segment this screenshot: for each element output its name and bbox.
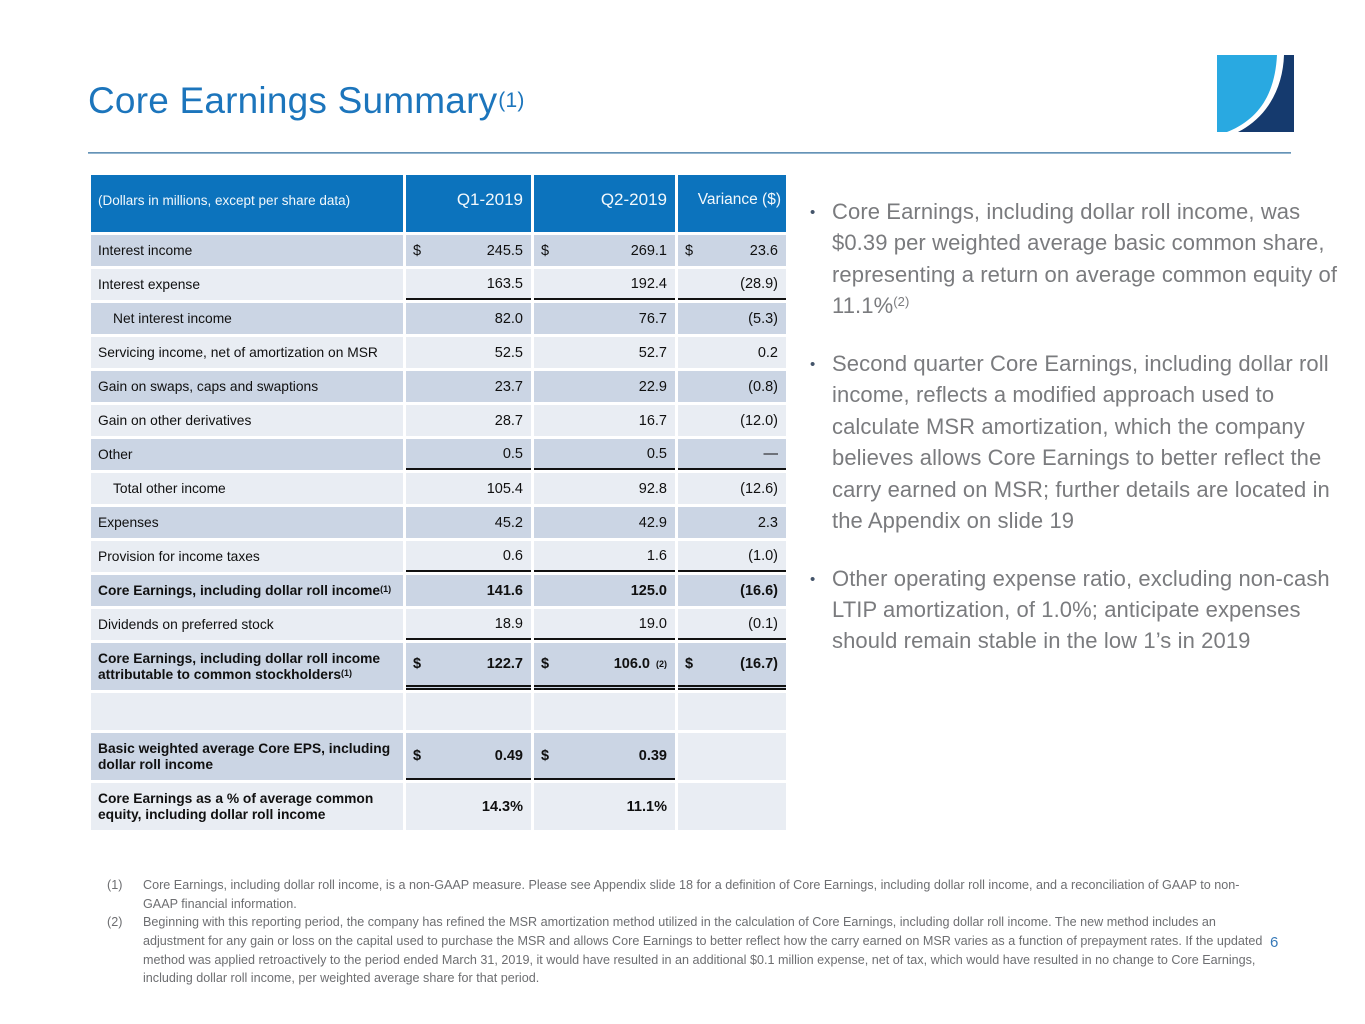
- bullet-text: Core Earnings, including dollar roll income, was $0.39 per weighted average basic common share, representing a return on average common equity of 11.1%$^{(2)}$: [832, 199, 1338, 319]
- cell-value: 82.0: [406, 303, 531, 334]
- table-header-q2: Q2-2019: [534, 175, 675, 232]
- cell-value: (5.3): [678, 303, 786, 334]
- row-label: Interest expense: [91, 269, 403, 300]
- row-label: Core Earnings as a % of average common equity, including dollar roll income: [91, 783, 403, 830]
- cell-value: $ 106.0 (2): [534, 643, 675, 690]
- bullet-icon: •: [810, 570, 816, 588]
- cell-value: 0.5: [534, 439, 675, 470]
- table-row: [91, 439, 786, 470]
- cell-value: $ 0.39: [534, 733, 675, 780]
- page-number: 6: [1270, 934, 1279, 951]
- cell-value: 18.9: [406, 609, 531, 640]
- cell-value: 76.7: [534, 303, 675, 334]
- table-row: [91, 541, 786, 572]
- bullet-text: Other operating expense ratio, excluding non-cash LTIP amortization, of 1.0%; anticipate expenses should remain stable in the low 1’s in 2019: [832, 565, 1330, 654]
- cell-value: 141.6: [406, 575, 531, 606]
- table-row: [91, 733, 786, 780]
- cell-value: 0.6: [406, 541, 531, 572]
- cell-value: 0.2: [678, 337, 786, 368]
- cell-value: 11.1%: [534, 783, 675, 830]
- cell-value: 19.0: [534, 609, 675, 640]
- table-row: [91, 405, 786, 436]
- cell-value: 192.4: [534, 269, 675, 300]
- row-label: [91, 693, 403, 730]
- table-row: [91, 507, 786, 538]
- row-label: Total other income: [91, 473, 403, 504]
- cell-value: 16.7: [534, 405, 675, 436]
- cell-value: (16.6): [678, 575, 786, 606]
- cell-value: —: [678, 439, 786, 470]
- row-label: Core Earnings, including dollar roll income attributable to common stockholders$^{(1)}$: [91, 643, 403, 690]
- cell-value: 125.0: [534, 575, 675, 606]
- cell-value: 14.3%: [406, 783, 531, 830]
- table-row: [91, 269, 786, 300]
- table-header-variance: Variance ($): [678, 175, 786, 232]
- table-row: [91, 303, 786, 334]
- bullet-icon: •: [810, 355, 816, 373]
- cell-value: 52.5: [406, 337, 531, 368]
- cell-value: 45.2: [406, 507, 531, 538]
- row-label: Basic weighted average Core EPS, including dollar roll income: [91, 733, 403, 780]
- footnote-text: Beginning with this reporting period, the company has refined the MSR amortization method utilized in the calculation of Core Earnings, including dollar roll income. The new method includes an adjustment for any gain or loss on the capital used to purchase the MSR and allows Core Earnings to better reflect how the carry earned on MSR varies as a function of prepayment rates. If the updated method was applied retroactively to the period ended March 31, 2019, it would have resulted in an additional $0.1 million expense, net of tax, which would have resulted in no change to Core Earnings, including dollar roll income, per weighted average share for that period.: [143, 915, 1263, 986]
- cell-value: 23.7: [406, 371, 531, 402]
- core-earnings-table-body: [91, 235, 786, 830]
- bullet-item: [804, 348, 1344, 537]
- cell-value: $ 245.5: [406, 235, 531, 266]
- row-label: Provision for income taxes: [91, 541, 403, 572]
- footnote: [107, 913, 1282, 988]
- row-label: Dividends on preferred stock: [91, 609, 403, 640]
- cell-value: (12.0): [678, 405, 786, 436]
- row-label: Servicing income, net of amortization on MSR: [91, 337, 403, 368]
- page-title-superscript: (1): [498, 89, 525, 112]
- cell-value: (12.6): [678, 473, 786, 504]
- table-header-q1: Q1-2019: [406, 175, 531, 232]
- table-row: [91, 575, 786, 606]
- row-label: Interest income: [91, 235, 403, 266]
- bullet-item: [804, 196, 1344, 322]
- cell-value: [678, 693, 786, 730]
- title-divider: [88, 152, 1291, 154]
- cell-value: 28.7: [406, 405, 531, 436]
- core-earnings-table: [88, 172, 789, 833]
- table-row: [91, 693, 786, 730]
- cell-value: (1.0): [678, 541, 786, 572]
- cell-value: 92.8: [534, 473, 675, 504]
- footnote-text: Core Earnings, including dollar roll income, is a non-GAAP measure. Please see Appendix slide 18 for a definition of Core Earnings, including dollar roll income, and a reconciliation of GAAP to non-GAAP financial information.: [143, 878, 1240, 911]
- cell-value: 42.9: [534, 507, 675, 538]
- cell-value: [678, 783, 786, 830]
- row-label: Expenses: [91, 507, 403, 538]
- cell-value: 105.4: [406, 473, 531, 504]
- footnote: [107, 876, 1282, 913]
- cell-value: $ 0.49: [406, 733, 531, 780]
- cell-value: [678, 733, 786, 780]
- footnote-marker: (2): [107, 915, 123, 930]
- table-row: [91, 643, 786, 690]
- row-label: Gain on other derivatives: [91, 405, 403, 436]
- cell-value: (28.9): [678, 269, 786, 300]
- commentary-bullet-list: [804, 196, 1344, 683]
- cell-value: 22.9: [534, 371, 675, 402]
- table-row: [91, 783, 786, 830]
- table-row: [91, 609, 786, 640]
- cell-value: $ 23.6: [678, 235, 786, 266]
- cell-value: $ 122.7: [406, 643, 531, 690]
- cell-value: (0.8): [678, 371, 786, 402]
- bullet-text: Second quarter Core Earnings, including dollar roll income, reflects a modified approach used to calculate MSR amortization, which the company believes allows Core Earnings to better reflect the carry earned on MSR; further details are located in the Appendix on slide 19: [832, 350, 1330, 534]
- row-label: Core Earnings, including dollar roll income$^{(1)}$: [91, 575, 403, 606]
- row-label: Gain on swaps, caps and swaptions: [91, 371, 403, 402]
- row-label: Other: [91, 439, 403, 470]
- cell-value: 52.7: [534, 337, 675, 368]
- cell-value: 0.5: [406, 439, 531, 470]
- table-row: [91, 235, 786, 266]
- cell-value: 2.3: [678, 507, 786, 538]
- footnote-marker: (1): [107, 878, 123, 892]
- cell-value: [534, 693, 675, 730]
- table-row: [91, 337, 786, 368]
- table-row: [91, 371, 786, 402]
- page-title-text: Core Earnings Summary: [88, 80, 498, 121]
- footnotes: [107, 876, 1282, 988]
- cell-value: 1.6: [534, 541, 675, 572]
- row-label: Net interest income: [91, 303, 403, 334]
- table-header-units: (Dollars in millions, except per share data): [91, 175, 403, 232]
- cell-value: (0.1): [678, 609, 786, 640]
- table-header-row: [91, 175, 786, 232]
- bullet-item: [804, 563, 1344, 657]
- company-logo-icon: [1217, 55, 1294, 132]
- cell-value: $ 269.1: [534, 235, 675, 266]
- page-title: [88, 80, 525, 122]
- bullet-icon: •: [810, 204, 816, 221]
- cell-value: $ (16.7): [678, 643, 786, 690]
- cell-value: [406, 693, 531, 730]
- cell-value: 163.5: [406, 269, 531, 300]
- table-row: [91, 473, 786, 504]
